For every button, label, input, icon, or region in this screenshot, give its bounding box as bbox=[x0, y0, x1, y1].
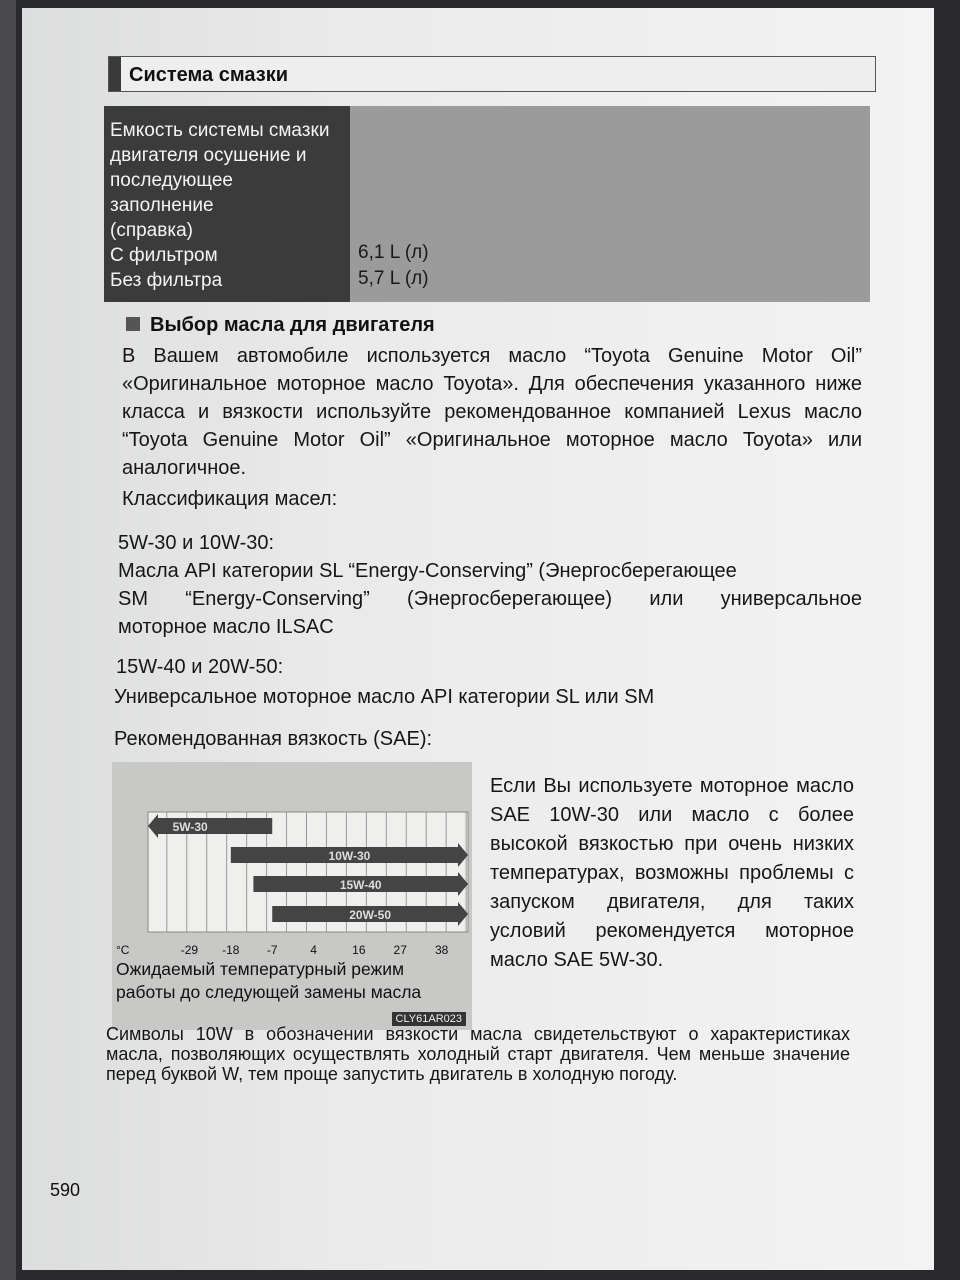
section-banner bbox=[108, 56, 876, 92]
group1-text-line1: Масла API категории SL “Energy-Conserving” (Энергосберегающее bbox=[118, 560, 737, 582]
chart-bar-label: 20W-50 bbox=[349, 908, 392, 922]
viscosity-chart-svg bbox=[112, 762, 472, 962]
heading-text: Выбор масла для двигателя bbox=[150, 314, 435, 336]
heading-square-icon bbox=[126, 317, 140, 331]
oil-intro-paragraph: В Вашем автомобиле используется масло “Toyota Genuine Motor Oil” «Оригинальное моторное масло Toyota». Для обеспечения указанного ниже класса и вязкости используйте рекомендованное компанией Lexus масло “Toyota Genuine Motor Oil” «Оригинальное моторное масло Toyota» или аналогичное. bbox=[122, 345, 862, 479]
chart-bar-label: 5W-30 bbox=[172, 820, 208, 834]
chart-bar-label: 10W-30 bbox=[328, 849, 371, 863]
group1-label: 5W-30 и 10W-30: bbox=[118, 532, 275, 554]
chart-tick-label: 27 bbox=[393, 943, 407, 957]
spec-line: последующее bbox=[110, 170, 233, 191]
capacity-spec-table bbox=[104, 106, 870, 302]
spec-line: заполнение bbox=[110, 195, 214, 216]
spec-label-cell bbox=[104, 106, 350, 302]
spec-line: двигателя осушение и bbox=[110, 145, 307, 166]
viscosity-label: Рекомендованная вязкость (SAE): bbox=[114, 728, 433, 750]
spec-label-text bbox=[110, 118, 329, 293]
chart-bar-label: 15W-40 bbox=[339, 878, 382, 892]
chart-tick-label: 38 bbox=[434, 943, 449, 957]
value-without-filter: 5,7 L (л) bbox=[358, 268, 429, 289]
group2-text: Универсальное моторное масло API категории SL или SM bbox=[114, 686, 655, 708]
classification-label: Классификация масел: bbox=[122, 488, 338, 510]
spec-line-with-filter: С фильтром bbox=[110, 245, 218, 266]
book-spine bbox=[0, 0, 16, 1280]
oil-selection-heading bbox=[126, 314, 435, 337]
chart-tick-label: 16 bbox=[352, 943, 366, 957]
chart-caption: Ожидаемый температурный режим работы до следующей замены масла bbox=[116, 959, 422, 1002]
chart-tick-label: -18 bbox=[222, 943, 240, 957]
group1-text-line2: SM “Energy-Conserving” (Энергосберегающее) или универсальное bbox=[118, 588, 862, 610]
chart-tick-label: 4 bbox=[310, 943, 317, 957]
section-title: Система смазки bbox=[129, 64, 288, 86]
viscosity-note: Если Вы используете моторное масло SAE 10W-30 или масло с более высокой вязкостью при очень низких температурах, возможны проблемы с запуском двигателя, для таких условий рекомендуется моторное масло SAE 5W-30. bbox=[490, 775, 854, 971]
chart-tick-label: -29 bbox=[180, 943, 199, 957]
spec-line: Емкость системы смазки bbox=[110, 120, 330, 141]
chart-tick-label: -7 bbox=[266, 943, 278, 957]
spec-line: (справка) bbox=[110, 220, 193, 241]
page-number: 590 bbox=[50, 1180, 81, 1200]
spec-value-cell bbox=[358, 240, 429, 292]
value-with-filter: 6,1 L (л) bbox=[358, 242, 429, 263]
banner-marker bbox=[109, 57, 121, 91]
group1-text-line3: моторное масло ILSAC bbox=[118, 616, 334, 638]
manual-page bbox=[22, 8, 934, 1270]
chart-unit-label: °C bbox=[116, 943, 130, 957]
footnote: Символы 10W в обозначении вязкости масла свидетельствуют о характеристиках масла, позволяющих осуществлять холодный старт двигателя. Чем меньше значение перед буквой W, тем проще запустить двигатель в холодную погоду. bbox=[106, 1024, 850, 1084]
chart-code: CLY61AR023 bbox=[392, 1012, 466, 1026]
group2-label: 15W-40 и 20W-50: bbox=[116, 656, 284, 678]
viscosity-chart bbox=[112, 762, 472, 1030]
spec-line-without-filter: Без фильтра bbox=[110, 270, 223, 291]
